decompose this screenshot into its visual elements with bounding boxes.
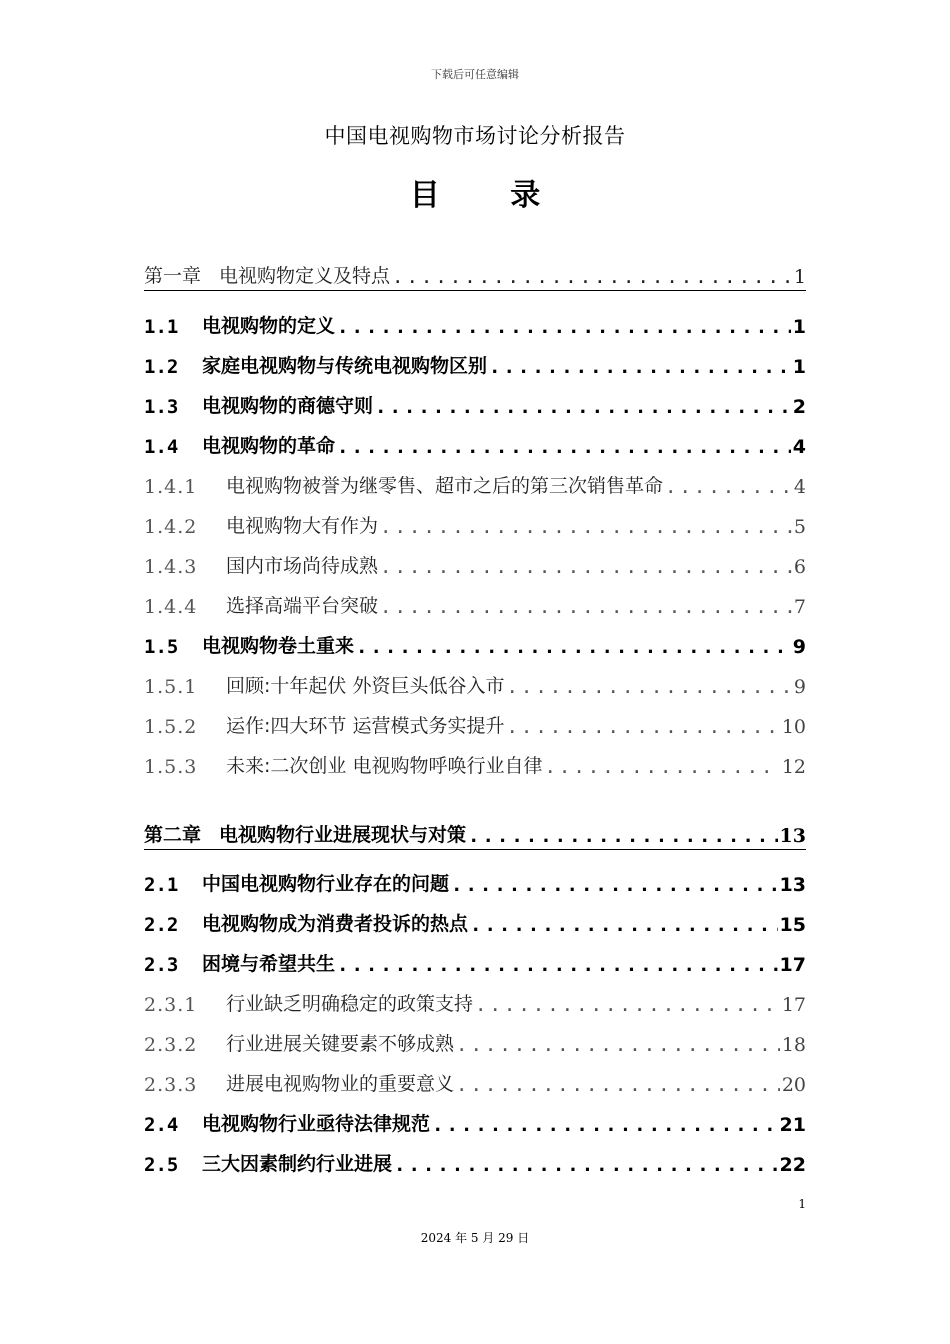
toc-heading: 目 录 [409,178,571,213]
toc-entry-title: 国内市场尚待成熟 [226,555,379,577]
toc-entry-title: 电视购物的商德守则 [202,395,374,417]
toc-entry-number: 1.2 [144,356,179,378]
toc-entry-page: 1 [792,356,806,378]
page-number: 1 [798,1197,806,1211]
toc-entry-number: 1.3 [144,396,179,418]
toc-entry-title: 回顾:十年起伏 外资巨头低谷入市 [226,675,505,697]
toc-entry[interactable] [144,1146,806,1176]
toc-entry[interactable] [144,817,806,850]
toc-entry-page: 12 [781,756,806,778]
toc-entry-title: 未来:二次创业 电视购物呼唤行业自律 [226,755,543,777]
toc-dot-leader [451,874,778,896]
toc-entry-title: 困境与希望共生 [202,953,336,975]
toc-dot-leader [337,316,791,338]
header-note: 下载后可任意编辑 [431,68,519,81]
footer-date: 2024 年 5 月 29 日 [420,1231,530,1245]
toc-entry[interactable] [144,1106,806,1136]
toc-entry-number: 1.5.2 [144,716,198,738]
toc-entry-title: 选择高端平台突破 [226,595,379,617]
toc-entry-number: 2.3.3 [144,1074,198,1096]
toc-entry-title: 三大因素制约行业进展 [202,1153,393,1175]
toc-dot-leader [468,825,778,847]
toc-entry-page: 4 [793,476,806,498]
toc-entry[interactable] [144,708,806,738]
toc-entry-title: 进展电视购物业的重要意义 [226,1073,455,1095]
toc-dot-leader [337,954,778,976]
toc-entry[interactable] [144,668,806,698]
toc-entry[interactable] [144,628,806,658]
toc-dot-leader [506,716,779,738]
toc-entry-page: 6 [793,556,806,578]
toc-entry[interactable] [144,906,806,936]
toc-dot-leader [470,914,778,936]
toc-dot-leader [394,1154,778,1176]
toc-dot-leader [380,556,792,578]
toc-entry-number: 2.3 [144,954,179,976]
toc-entry-page: 13 [779,825,806,847]
toc-entry-title: 电视购物大有作为 [226,515,379,537]
toc-entry[interactable] [144,428,806,458]
toc-entry-page: 17 [779,954,806,976]
toc-entry-number: 2.5 [144,1154,179,1176]
toc-entry-page: 21 [779,1114,806,1136]
toc-entry-number: 2.2 [144,914,179,936]
toc-entry-number: 1.4.3 [144,556,198,578]
toc-entry-title: 电视购物行业亟待法律规范 [202,1113,431,1135]
toc-entry-title: 电视购物行业进展现状与对策 [219,824,467,846]
toc-dot-leader [337,436,791,458]
toc-entry[interactable] [144,258,806,291]
toc-entry-page: 9 [793,676,806,698]
toc-entry-page: 5 [793,516,806,538]
toc-dot-leader [544,756,779,778]
toc-entry-number: 1.4 [144,436,179,458]
toc-entry[interactable] [144,468,806,498]
toc-entry-number: 1.5.3 [144,756,198,778]
toc-entry-page: 2 [792,396,806,418]
toc-entry-title: 电视购物定义及特点 [219,265,391,287]
toc-entry-title: 中国电视购物行业存在的问题 [202,873,450,895]
toc-entry[interactable] [144,1026,806,1056]
toc-dot-leader [665,476,792,498]
toc-entry-title: 电视购物卷土重来 [202,635,355,657]
toc-entry[interactable] [144,748,806,778]
toc-entry-title: 行业进展关键要素不够成熟 [226,1033,455,1055]
toc-dot-leader [456,1074,780,1096]
toc-entry-page: 13 [779,874,806,896]
toc-entry-page: 1 [793,266,806,288]
toc-entry-page: 7 [793,596,806,618]
toc-dot-leader [356,636,791,658]
toc-entry-number: 2.3.1 [144,994,198,1016]
toc-entry-page: 1 [792,316,806,338]
toc-entry-page: 10 [781,716,806,738]
toc-entry[interactable] [144,308,806,338]
toc-entry-title: 家庭电视购物与传统电视购物区别 [202,355,488,377]
toc-dot-leader [489,356,791,378]
toc-entry-page: 18 [781,1034,806,1056]
document-title: 中国电视购物市场讨论分析报告 [324,124,626,148]
toc-entry-number: 2.1 [144,874,179,896]
toc-entry[interactable] [144,866,806,896]
toc-dot-leader [432,1114,778,1136]
toc-entry[interactable] [144,1066,806,1096]
toc-entry-page: 15 [779,914,806,936]
toc-entry[interactable] [144,986,806,1016]
toc-entry-number: 1.4.4 [144,596,198,618]
toc-entry-number: 1.5 [144,636,179,658]
toc-entry-title: 运作:四大环节 运营模式务实提升 [226,715,505,737]
toc-entry[interactable] [144,508,806,538]
toc-entry-page: 17 [781,994,806,1016]
toc-entry[interactable] [144,588,806,618]
toc-entry-number: 1.5.1 [144,676,198,698]
toc-entry-title: 电视购物的定义 [202,315,336,337]
toc-dot-leader [375,396,791,418]
toc-entry[interactable] [144,548,806,578]
toc-dot-leader [392,266,792,288]
toc-entry[interactable] [144,388,806,418]
toc-dot-leader [456,1034,780,1056]
toc-dot-leader [380,516,792,538]
toc-entry-number: 1.4.2 [144,516,198,538]
toc-dot-leader [475,994,780,1016]
toc-entry-number: 2.3.2 [144,1034,198,1056]
toc-dot-leader [380,596,792,618]
toc-entry-title: 电视购物的革命 [202,435,336,457]
toc-entry-number: 第一章 [144,265,202,287]
toc-dot-leader [506,676,791,698]
toc-entry-number: 2.4 [144,1114,179,1136]
toc-entry[interactable] [144,946,806,976]
toc-entry-title: 行业缺乏明确稳定的政策支持 [226,993,474,1015]
toc-entry-title: 电视购物被誉为继零售、超市之后的第三次销售革命 [226,475,664,497]
toc-entry-page: 4 [792,436,806,458]
toc-entry-page: 20 [781,1074,806,1096]
toc-entry-page: 22 [779,1154,806,1176]
toc-entry-number: 1.1 [144,316,179,338]
toc-entry-title: 电视购物成为消费者投诉的热点 [202,913,469,935]
toc-entry-page: 9 [792,636,806,658]
toc-entry[interactable] [144,348,806,378]
toc-entry-number: 第二章 [144,824,202,846]
toc-entry-number: 1.4.1 [144,476,198,498]
